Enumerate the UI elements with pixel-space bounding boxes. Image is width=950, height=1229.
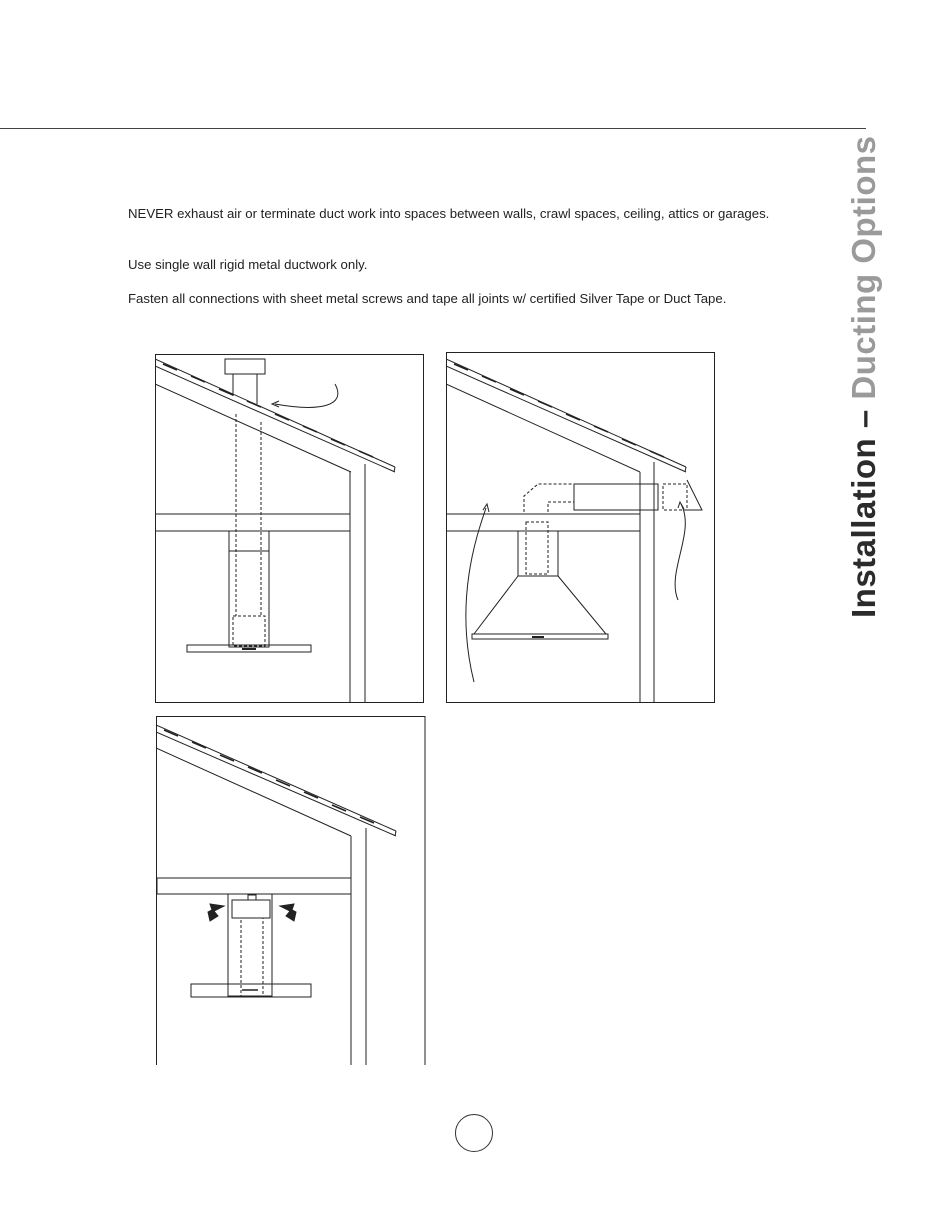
recirc-arrow-right <box>280 904 296 921</box>
roof-shingles <box>164 730 374 823</box>
roof-shingles <box>454 364 664 457</box>
roof-outer-line <box>155 359 395 467</box>
diagram-horizontal-wall-venting <box>446 352 716 704</box>
chimney-lower <box>229 551 269 647</box>
diagram-vertical-roof-venting <box>155 354 425 704</box>
roof-inner-line <box>446 384 640 472</box>
header-rule <box>0 128 866 129</box>
diagram-frame <box>447 353 715 703</box>
chimney <box>228 894 272 996</box>
recirc-vent <box>232 900 270 918</box>
duct-elbow <box>524 484 574 512</box>
chimney-upper <box>229 531 269 551</box>
recirc-arrow-left <box>208 904 224 921</box>
roof-outer-line <box>446 359 686 467</box>
diagram-frame <box>156 355 424 703</box>
roof-shingle-line <box>155 366 395 472</box>
page-number-circle <box>455 1114 493 1152</box>
airflow-arrow <box>275 384 338 407</box>
ductwork-note: Use single wall rigid metal ductwork only. <box>128 257 368 272</box>
hood-canopy <box>474 576 606 634</box>
duct-dashed <box>233 414 265 646</box>
wall-cap <box>663 484 687 510</box>
roof-inner-line <box>155 384 351 472</box>
fastening-note: Fasten all connections with sheet metal screws and tape all joints w/ certified Silver Tape or Duct Tape. <box>128 291 727 306</box>
section-title <box>845 135 883 618</box>
roof-shingle-line <box>156 732 396 836</box>
ceiling-joist <box>155 514 350 531</box>
roof-outer-line <box>156 725 396 831</box>
airflow-arrow-right <box>675 504 685 600</box>
diagram-recirculating <box>156 716 426 1066</box>
diagram-frame <box>157 717 426 1066</box>
ceiling-joist <box>157 878 351 894</box>
warning-note: NEVER exhaust air or terminate duct work into spaces between walls, crawl spaces, ceiling, attics or garages. <box>128 206 770 221</box>
airflow-arrow-left <box>466 508 486 682</box>
duct-dashed <box>526 522 548 574</box>
roof-cap <box>225 359 265 374</box>
roof-inner-line <box>156 748 351 836</box>
section-title-accent: Ducting Options <box>845 135 882 400</box>
roof-shingle-line <box>446 366 686 472</box>
section-title-main: Installation – <box>845 399 882 618</box>
chimney <box>518 531 558 576</box>
roof-shingles <box>163 364 373 457</box>
wall-cap-hood <box>687 480 702 510</box>
wall-duct <box>574 484 658 510</box>
